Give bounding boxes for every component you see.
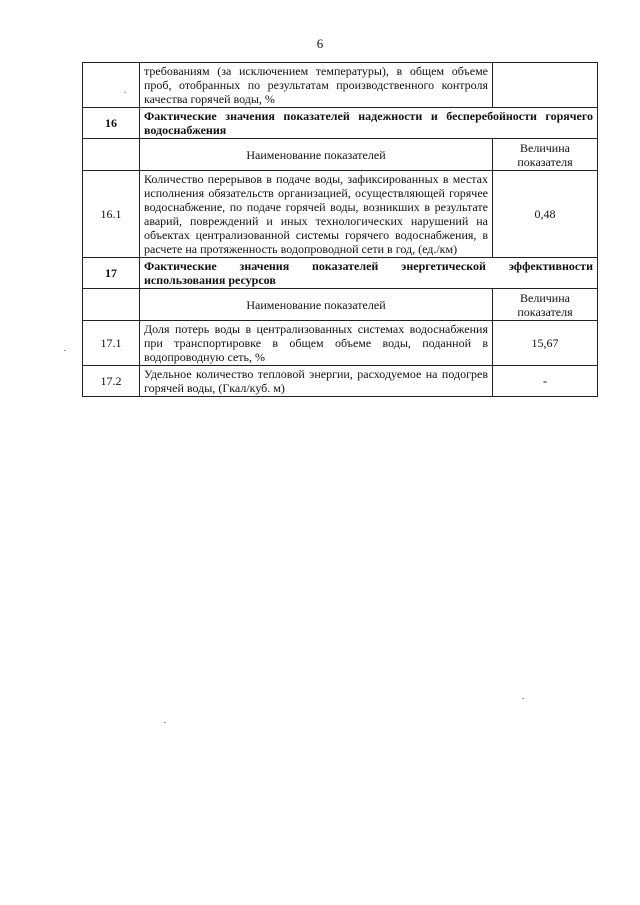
indicator-name-cell: Количество перерывов в подаче воды, зафиксированных в местах исполнения обязательств организацией, осуществляющей горячее водоснабжение, по подаче горячей воды, возникших в результате аварий, повреждений и иных технологических нарушений на объектах централизованной системы горячего водоснабжения, в расчете на протяженность водопроводной сети в год, (ед./км) [140, 171, 493, 258]
row-number-cell: 17.1 [83, 321, 140, 366]
row-number-cell: 16.1 [83, 171, 140, 258]
header-name-cell: Наименование показателей [140, 139, 493, 171]
indicator-value-cell: 15,67 [493, 321, 598, 366]
header-number-cell [83, 139, 140, 171]
table-row [83, 63, 598, 108]
header-row [83, 289, 598, 321]
page-number: 6 [316, 36, 324, 51]
section-title: Фактические значения показателей надежности и бесперебойности горячего водоснабжения [140, 108, 598, 139]
header-value-cell: Величина показателя [493, 289, 598, 321]
section-number: 17 [83, 258, 140, 289]
scan-speck [64, 350, 66, 351]
indicator-name-cell: требованиям (за исключением температуры), в общем объеме проб, отобранных по результатам производственного контроля качества горячей воды, % [140, 63, 493, 108]
scan-speck [124, 92, 126, 93]
indicator-value-cell [493, 63, 598, 108]
header-name-cell: Наименование показателей [140, 289, 493, 321]
section-title: Фактические значения показателей энергетической эффективности использования ресурсов [140, 258, 598, 289]
row-number-cell: 17.2 [83, 366, 140, 397]
row-number-cell [83, 63, 140, 108]
section-number: 16 [83, 108, 140, 139]
header-row [83, 139, 598, 171]
table-row [83, 321, 598, 366]
header-value-cell: Величина показателя [493, 139, 598, 171]
indicators-table [82, 62, 598, 397]
indicator-name-cell: Удельное количество тепловой энергии, расходуемое на подогрев горячей воды, (Гкал/куб. м) [140, 366, 493, 397]
table-row [83, 171, 598, 258]
indicator-name-cell: Доля потерь воды в централизованных системах водоснабжения при транспортировке в общем объеме воды, поданной в водопроводную сеть, % [140, 321, 493, 366]
section-row [83, 108, 598, 139]
indicator-value-cell: 0,48 [493, 171, 598, 258]
scan-speck [164, 722, 166, 723]
scan-speck [522, 698, 524, 699]
section-row [83, 258, 598, 289]
header-number-cell [83, 289, 140, 321]
table-row [83, 366, 598, 397]
indicator-value-cell: - [493, 366, 598, 397]
